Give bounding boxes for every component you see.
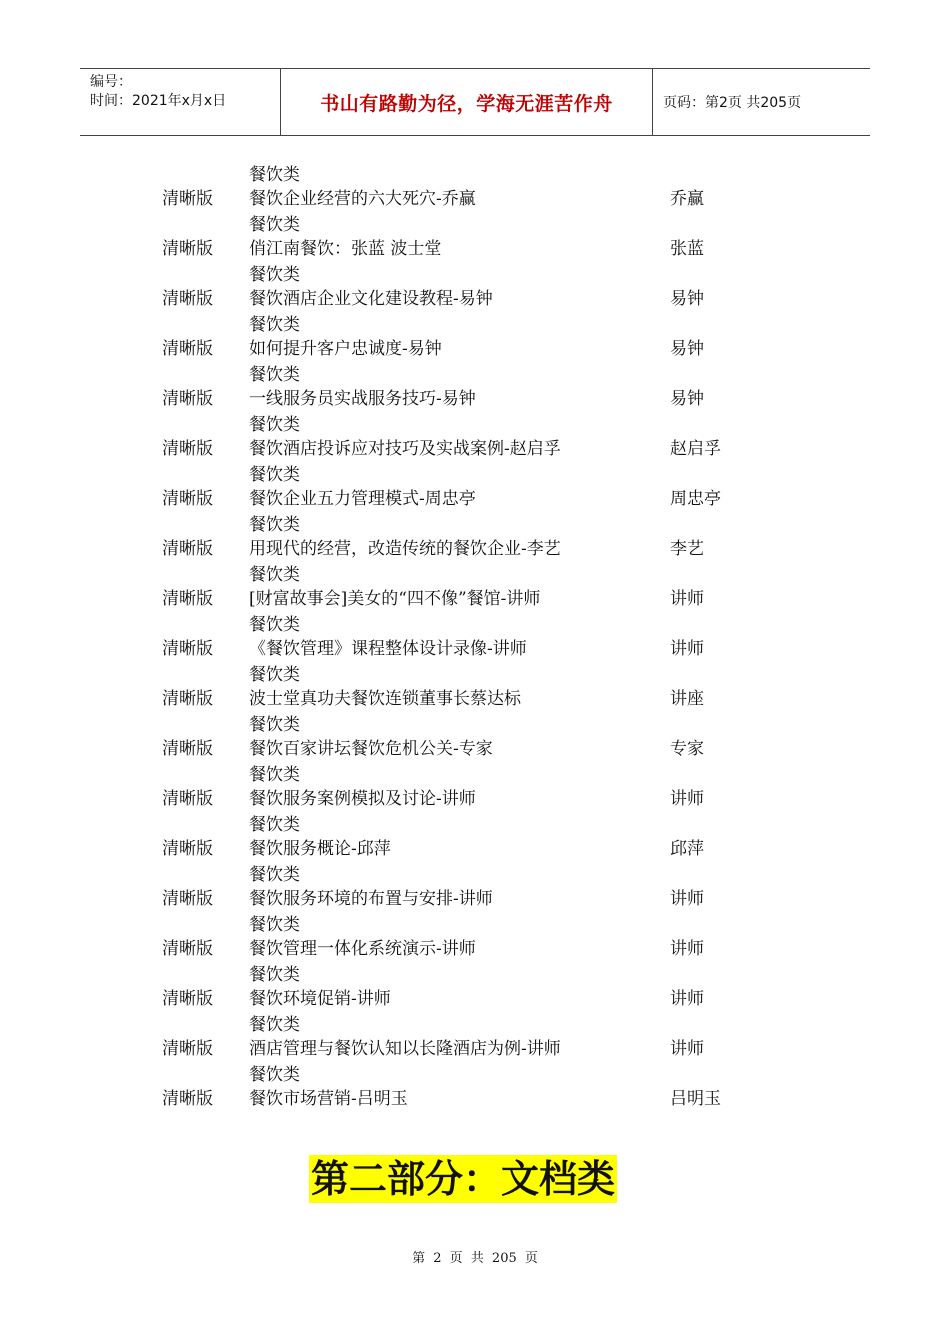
entry-row	[0, 433, 950, 458]
entry-author: 讲师	[670, 639, 704, 659]
version-label: 清晰版	[162, 639, 213, 659]
entry-row	[0, 683, 950, 708]
entry-category	[0, 508, 950, 533]
category-label: 餐饮类	[249, 365, 300, 385]
entry-row	[0, 933, 950, 958]
entry-title: 餐饮酒店投诉应对技巧及实战案例-赵启孚	[249, 439, 561, 459]
category-label: 餐饮类	[249, 215, 300, 235]
entry-title: 餐饮环境促销-讲师	[249, 989, 391, 1009]
entry-row	[0, 183, 950, 208]
entry-category	[0, 1008, 950, 1033]
entry-row	[0, 283, 950, 308]
version-label: 清晰版	[162, 1089, 213, 1109]
version-label: 清晰版	[162, 539, 213, 559]
entry-title: 《餐饮管理》课程整体设计录像-讲师	[249, 639, 527, 659]
entry-row	[0, 733, 950, 758]
category-label: 餐饮类	[249, 665, 300, 685]
entry-title: 俏江南餐饮：张蓝 波士堂	[249, 239, 442, 259]
entry-row	[0, 883, 950, 908]
entry-author: 吕明玉	[670, 1089, 721, 1109]
entry-author: 讲座	[670, 689, 704, 709]
time-label: 时间：2021年x月x日	[90, 93, 227, 109]
entry-title: 酒店管理与餐饮认知以长隆酒店为例-讲师	[249, 1039, 561, 1059]
entry-category	[0, 308, 950, 333]
motto: 书山有路勤为径，学海无涯苦作舟	[320, 92, 613, 115]
entry-row	[0, 483, 950, 508]
page-header	[80, 68, 870, 136]
entry-title: 餐饮服务案例模拟及讨论-讲师	[249, 789, 476, 809]
category-label: 餐饮类	[249, 415, 300, 435]
page-footer: 第 2 页 共 205 页	[412, 1251, 538, 1266]
entry-title: 餐饮市场营销-吕明玉	[249, 1089, 408, 1109]
entry-category	[0, 258, 950, 283]
version-label: 清晰版	[162, 789, 213, 809]
category-label: 餐饮类	[249, 565, 300, 585]
entry-category	[0, 908, 950, 933]
entry-category	[0, 858, 950, 883]
category-label: 餐饮类	[249, 815, 300, 835]
entry-title: 餐饮服务环境的布置与安排-讲师	[249, 889, 493, 909]
entry-author: 讲师	[670, 589, 704, 609]
entry-title: 餐饮管理一体化系统演示-讲师	[249, 939, 476, 959]
entry-author: 赵启孚	[670, 439, 721, 459]
category-label: 餐饮类	[249, 965, 300, 985]
category-label: 餐饮类	[249, 1065, 300, 1085]
entry-author: 易钟	[670, 339, 704, 359]
entry-row	[0, 533, 950, 558]
version-label: 清晰版	[162, 939, 213, 959]
entry-row	[0, 783, 950, 808]
entry-category	[0, 958, 950, 983]
category-label: 餐饮类	[249, 865, 300, 885]
entry-row	[0, 983, 950, 1008]
version-label: 清晰版	[162, 389, 213, 409]
category-label: 餐饮类	[249, 715, 300, 735]
entry-title: [财富故事会]美女的“四不像”餐馆-讲师	[249, 589, 541, 609]
header-motto-cell	[281, 69, 653, 135]
entry-row	[0, 1083, 950, 1108]
entry-category	[0, 808, 950, 833]
category-label: 餐饮类	[249, 315, 300, 335]
entry-category	[0, 758, 950, 783]
entry-category	[0, 458, 950, 483]
entry-title: 餐饮酒店企业文化建设教程-易钟	[249, 289, 493, 309]
entry-category	[0, 708, 950, 733]
entry-author: 讲师	[670, 889, 704, 909]
version-label: 清晰版	[162, 589, 213, 609]
category-label: 餐饮类	[249, 765, 300, 785]
category-label: 餐饮类	[249, 515, 300, 535]
version-label: 清晰版	[162, 739, 213, 759]
entry-title: 用现代的经营，改造传统的餐饮企业-李艺	[249, 539, 561, 559]
version-label: 清晰版	[162, 839, 213, 859]
entry-title: 餐饮百家讲坛餐饮危机公关-专家	[249, 739, 493, 759]
entry-row	[0, 833, 950, 858]
category-label: 餐饮类	[249, 265, 300, 285]
entry-title: 如何提升客户忠诚度-易钟	[249, 339, 442, 359]
entry-category	[0, 1058, 950, 1083]
version-label: 清晰版	[162, 489, 213, 509]
entry-author: 讲师	[670, 1039, 704, 1059]
entry-category	[0, 658, 950, 683]
entry-row	[0, 583, 950, 608]
entry-author: 张蓝	[670, 239, 704, 259]
entry-category	[0, 608, 950, 633]
entry-row	[0, 333, 950, 358]
entry-category	[0, 358, 950, 383]
version-label: 清晰版	[162, 189, 213, 209]
entry-author: 专家	[670, 739, 704, 759]
entry-category	[0, 408, 950, 433]
entry-title: 波士堂真功夫餐饮连锁董事长蔡达标	[249, 689, 521, 709]
category-label: 餐饮类	[249, 165, 300, 185]
entry-row	[0, 233, 950, 258]
entry-title: 餐饮服务概论-邱萍	[249, 839, 391, 859]
entry-title: 餐饮企业经营的六大死穴-乔赢	[249, 189, 476, 209]
category-label: 餐饮类	[249, 1015, 300, 1035]
entry-row	[0, 1033, 950, 1058]
entry-author: 易钟	[670, 389, 704, 409]
entry-author: 邱萍	[670, 839, 704, 859]
number-label: 编号：	[90, 74, 132, 90]
header-meta	[80, 69, 281, 135]
entry-category	[0, 558, 950, 583]
category-label: 餐饮类	[249, 615, 300, 635]
entry-author: 周忠亭	[670, 489, 721, 509]
entry-author: 乔赢	[670, 189, 704, 209]
entry-category	[0, 158, 950, 183]
version-label: 清晰版	[162, 239, 213, 259]
entry-author: 讲师	[670, 789, 704, 809]
entry-author: 易钟	[670, 289, 704, 309]
entry-title: 餐饮企业五力管理模式-周忠亭	[249, 489, 476, 509]
category-label: 餐饮类	[249, 465, 300, 485]
page-info: 页码：第2页 共205页	[663, 95, 802, 111]
entry-row	[0, 633, 950, 658]
version-label: 清晰版	[162, 1039, 213, 1059]
entry-author: 李艺	[670, 539, 704, 559]
entry-row	[0, 383, 950, 408]
entry-title: 一线服务员实战服务技巧-易钟	[249, 389, 476, 409]
version-label: 清晰版	[162, 289, 213, 309]
entry-category	[0, 208, 950, 233]
version-label: 清晰版	[162, 439, 213, 459]
version-label: 清晰版	[162, 339, 213, 359]
entry-author: 讲师	[670, 939, 704, 959]
section-title: 第二部分：文档类	[311, 1157, 616, 1201]
version-label: 清晰版	[162, 989, 213, 1009]
entry-list	[0, 158, 950, 1108]
category-label: 餐饮类	[249, 915, 300, 935]
entry-author: 讲师	[670, 989, 704, 1009]
version-label: 清晰版	[162, 889, 213, 909]
version-label: 清晰版	[162, 689, 213, 709]
